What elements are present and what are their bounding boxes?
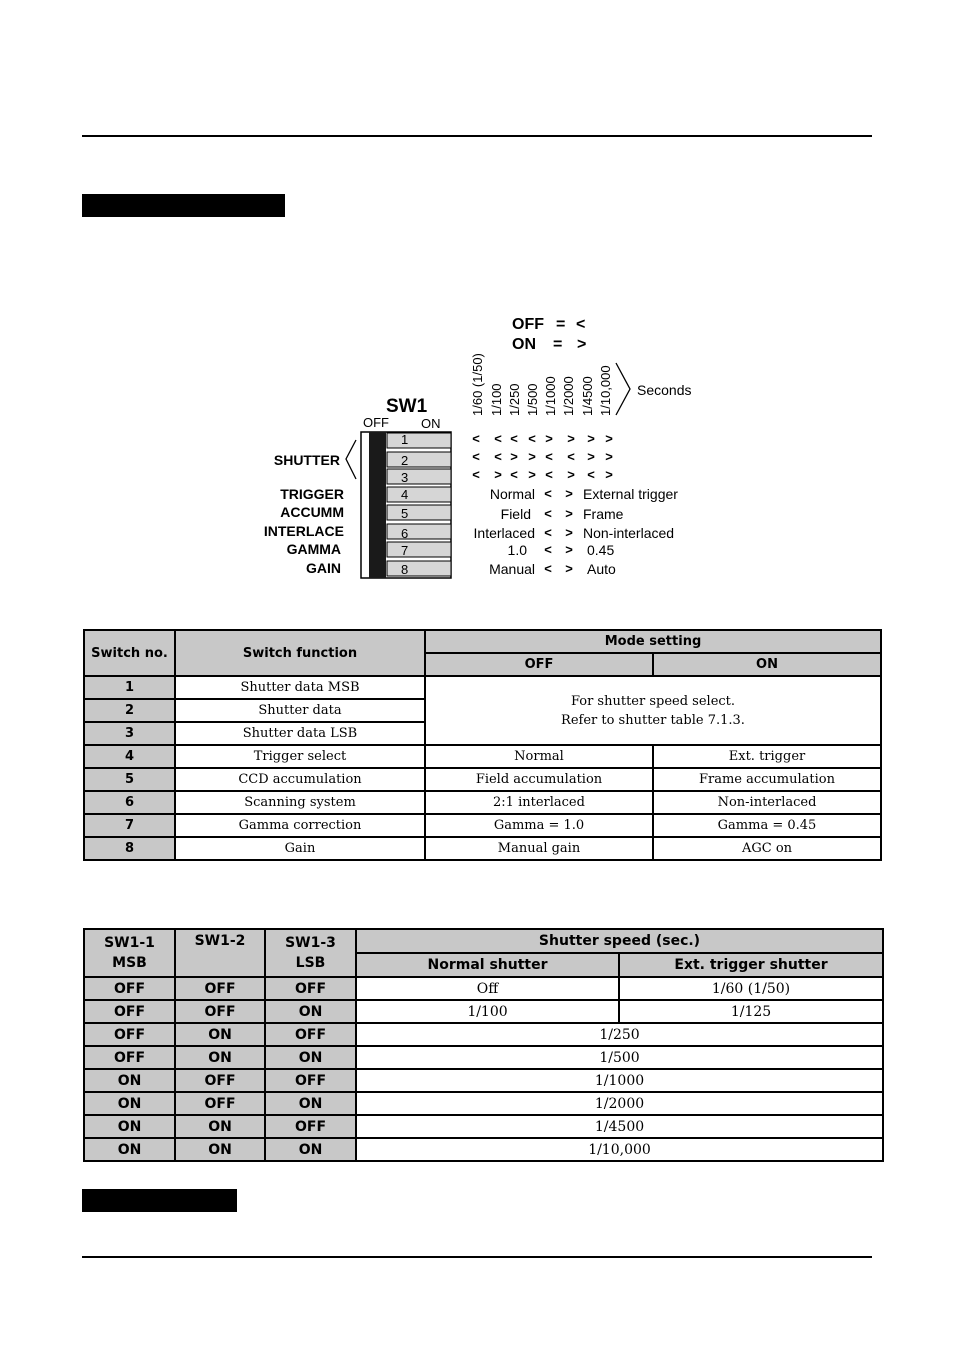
sw1-2-cell: OFF — [175, 1069, 265, 1092]
mode-on-cell: Frame accumulation — [653, 768, 881, 791]
shutter-symbol: > — [528, 449, 536, 464]
sw1-3-cell: OFF — [265, 977, 356, 1000]
table-row — [84, 676, 881, 699]
normal-shutter-cell: 1/100 — [356, 1000, 619, 1023]
shutter-symbol: > — [494, 467, 502, 482]
sw1-2-cell: OFF — [175, 977, 265, 1000]
sw1-on-label: ON — [421, 416, 441, 431]
shutter-speed-cell: 1/1000 — [356, 1069, 883, 1092]
shutter-symbol: < — [472, 449, 480, 464]
switch-number: 6 — [401, 526, 409, 541]
sw1-off-label: OFF — [363, 415, 389, 430]
table-row — [84, 768, 881, 791]
shutter-speed-table — [83, 928, 884, 1162]
shutter-symbol: > — [587, 449, 595, 464]
mode-gt-symbol: > — [565, 542, 573, 557]
ext-trigger-shutter-cell: 1/60 (1/50) — [619, 977, 883, 1000]
shutter-symbol: < — [472, 467, 480, 482]
mode-on-value: External trigger — [583, 486, 678, 502]
shutter-note-line-1: For shutter speed select. — [570, 693, 736, 709]
table-row — [84, 1046, 883, 1069]
switch-function-cell: Trigger select — [175, 745, 425, 768]
header-sw1-1 — [84, 929, 175, 977]
sw1-3-cell: ON — [265, 1092, 356, 1115]
mode-lt-symbol: < — [544, 561, 552, 576]
header-lsb-label: LSB — [295, 955, 326, 971]
switch-function-cell: Shutter data MSB — [175, 676, 425, 699]
header-switch-function: Switch function — [175, 630, 425, 676]
shutter-label: SHUTTER — [273, 452, 340, 468]
table-header-row — [84, 929, 883, 953]
shutter-symbol: > — [545, 431, 553, 446]
mode-gt-symbol: > — [565, 486, 573, 501]
header-sw1-2: SW1-2 — [175, 929, 265, 977]
switch-number: 4 — [401, 487, 409, 502]
shutter-symbol: < — [472, 431, 480, 446]
sw1-3-cell: ON — [265, 1138, 356, 1161]
switch-no-cell: 8 — [84, 837, 175, 860]
mode-gt-symbol: > — [565, 525, 573, 540]
mode-off-value: Normal — [489, 486, 535, 502]
legend-off-eq: = — [556, 316, 566, 333]
table-row — [84, 1000, 883, 1023]
gain-label: GAIN — [306, 560, 341, 576]
mode-on-value: Non-interlaced — [583, 525, 675, 541]
mode-off-value: Manual — [489, 561, 535, 577]
shutter-symbol: > — [587, 431, 595, 446]
table-row — [84, 1092, 883, 1115]
header-off: OFF — [425, 653, 653, 676]
sw1-2-cell: ON — [175, 1138, 265, 1161]
seconds-brace — [616, 363, 630, 415]
shutter-symbol: < — [510, 431, 518, 446]
mode-on-value: Auto — [587, 561, 616, 577]
sw1-switch-diagram — [0, 300, 954, 600]
legend-on-state: ON — [512, 336, 536, 353]
switch-number: 3 — [401, 470, 409, 485]
switch-function-cell: Gain — [175, 837, 425, 860]
section-heading-bar — [82, 194, 285, 217]
mode-on-value: Frame — [583, 506, 624, 522]
shutter-symbol: > — [605, 449, 613, 464]
header-switch-no: Switch no. — [84, 630, 175, 676]
speed-label: 1/100 — [489, 383, 504, 416]
sw1-1-cell: OFF — [84, 1046, 175, 1069]
header-rule — [82, 135, 872, 137]
mode-on-cell: Ext. trigger — [653, 745, 881, 768]
table-row — [84, 837, 881, 860]
shutter-symbol: < — [494, 431, 502, 446]
shutter-brace — [346, 440, 356, 479]
sw1-3-cell: ON — [265, 1046, 356, 1069]
mode-off-cell: Field accumulation — [425, 768, 653, 791]
sw1-title: SW1 — [386, 396, 428, 417]
sw1-1-cell: ON — [84, 1115, 175, 1138]
table-row — [84, 977, 883, 1000]
seconds-label: Seconds — [637, 382, 692, 398]
mode-on-value: 0.45 — [587, 542, 615, 558]
header-mode-setting: Mode setting — [425, 630, 881, 653]
table-row — [84, 814, 881, 837]
header-normal-shutter: Normal shutter — [356, 953, 619, 977]
sw1-1-cell: ON — [84, 1092, 175, 1115]
sw1-1-cell: OFF — [84, 1023, 175, 1046]
mode-off-cell: Manual gain — [425, 837, 653, 860]
table-row — [84, 1138, 883, 1161]
header-sw1-1-label: SW1-1 — [104, 935, 155, 951]
sw1-2-cell: ON — [175, 1115, 265, 1138]
sw1-2-cell: OFF — [175, 1092, 265, 1115]
speed-label: 1/2000 — [561, 376, 576, 416]
shutter-symbol: > — [510, 449, 518, 464]
header-shutter-speed: Shutter speed (sec.) — [356, 929, 883, 953]
speed-label: 1/500 — [525, 383, 540, 416]
switch-function-cell: Scanning system — [175, 791, 425, 814]
shutter-speed-cell: 1/2000 — [356, 1092, 883, 1115]
table-row — [84, 791, 881, 814]
switch-number: 2 — [401, 453, 409, 468]
shutter-symbol: < — [567, 449, 575, 464]
gamma-label: GAMMA — [286, 541, 341, 557]
header-sw1-3 — [265, 929, 356, 977]
footer-rule — [82, 1256, 872, 1258]
shutter-symbol: > — [528, 467, 536, 482]
mode-on-cell: Gamma = 0.45 — [653, 814, 881, 837]
shutter-note-cell — [425, 676, 881, 745]
table-row — [84, 745, 881, 768]
table-row — [84, 1023, 883, 1046]
section-heading-bar — [82, 1189, 237, 1212]
legend-off-sym: < — [576, 316, 586, 333]
switch-function-cell: Shutter data LSB — [175, 722, 425, 745]
speed-label: 1/1000 — [543, 376, 558, 416]
accumm-label: ACCUMM — [280, 504, 344, 520]
switch-no-cell: 5 — [84, 768, 175, 791]
mode-lt-symbol: < — [544, 525, 552, 540]
legend-off-state: OFF — [512, 316, 544, 333]
mode-on-cell: AGC on — [653, 837, 881, 860]
sw1-2-cell: ON — [175, 1046, 265, 1069]
sw1-2-cell: OFF — [175, 1000, 265, 1023]
ext-trigger-shutter-cell: 1/125 — [619, 1000, 883, 1023]
legend-on-eq: = — [553, 336, 563, 353]
shutter-speed-cell: 1/10,000 — [356, 1138, 883, 1161]
sw1-1-cell: OFF — [84, 1000, 175, 1023]
table-row — [84, 1069, 883, 1092]
switch-no-cell: 7 — [84, 814, 175, 837]
switch-no-cell: 4 — [84, 745, 175, 768]
shutter-symbol: < — [587, 467, 595, 482]
speed-label: 1/60 (1/50) — [470, 353, 485, 416]
shutter-symbol: > — [567, 467, 575, 482]
table-row — [84, 1115, 883, 1138]
switch-no-cell: 3 — [84, 722, 175, 745]
switch-number: 7 — [401, 543, 409, 558]
mode-gt-symbol: > — [565, 506, 573, 521]
mode-lt-symbol: < — [544, 506, 552, 521]
mode-off-value: Field — [500, 506, 531, 522]
normal-shutter-cell: Off — [356, 977, 619, 1000]
switch-no-cell: 1 — [84, 676, 175, 699]
switch-no-cell: 6 — [84, 791, 175, 814]
switch-function-cell: Gamma correction — [175, 814, 425, 837]
speed-label: 1/4500 — [580, 376, 595, 416]
shutter-symbol: < — [494, 449, 502, 464]
shutter-symbol: < — [510, 467, 518, 482]
shutter-symbol: < — [545, 449, 553, 464]
mode-off-cell: Normal — [425, 745, 653, 768]
shutter-speed-cell: 1/4500 — [356, 1115, 883, 1138]
mode-gt-symbol: > — [565, 561, 573, 576]
shutter-symbol: < — [528, 431, 536, 446]
switch-number: 5 — [401, 506, 409, 521]
sw1-3-cell: OFF — [265, 1115, 356, 1138]
shutter-speed-cell: 1/250 — [356, 1023, 883, 1046]
shutter-speed-cell: 1/500 — [356, 1046, 883, 1069]
mode-lt-symbol: < — [544, 486, 552, 501]
header-msb-label: MSB — [112, 955, 147, 971]
header-on: ON — [653, 653, 881, 676]
sw1-3-cell: OFF — [265, 1023, 356, 1046]
header-sw1-3-label: SW1-3 — [285, 935, 336, 951]
switch-number: 1 — [401, 432, 409, 447]
speed-label: 1/10,000 — [598, 365, 613, 416]
switch-function-table — [83, 629, 882, 861]
mode-on-cell: Non-interlaced — [653, 791, 881, 814]
shutter-symbol: > — [605, 431, 613, 446]
speed-label: 1/250 — [507, 383, 522, 416]
header-ext-trigger-shutter: Ext. trigger shutter — [619, 953, 883, 977]
legend-on-sym: > — [577, 336, 587, 353]
mode-off-cell: 2:1 interlaced — [425, 791, 653, 814]
table-header-row — [84, 630, 881, 653]
shutter-symbol: > — [567, 431, 575, 446]
sw1-2-cell: ON — [175, 1023, 265, 1046]
mode-off-value: 1.0 — [507, 542, 527, 558]
sw1-3-cell: ON — [265, 1000, 356, 1023]
switch-function-cell: Shutter data — [175, 699, 425, 722]
trigger-label: TRIGGER — [280, 486, 344, 502]
shutter-symbol: < — [545, 467, 553, 482]
sw1-1-cell: ON — [84, 1069, 175, 1092]
sw1-1-cell: ON — [84, 1138, 175, 1161]
mode-off-value: Interlaced — [473, 525, 535, 541]
interlace-label: INTERLACE — [263, 523, 344, 539]
shutter-note-line-2: Refer to shutter table 7.1.3. — [561, 712, 745, 728]
sw1-3-cell: OFF — [265, 1069, 356, 1092]
switch-no-cell: 2 — [84, 699, 175, 722]
mode-off-cell: Gamma = 1.0 — [425, 814, 653, 837]
shutter-symbol: > — [605, 467, 613, 482]
switch-number: 8 — [401, 562, 409, 577]
switch-function-cell: CCD accumulation — [175, 768, 425, 791]
mode-lt-symbol: < — [544, 542, 552, 557]
sw1-1-cell: OFF — [84, 977, 175, 1000]
